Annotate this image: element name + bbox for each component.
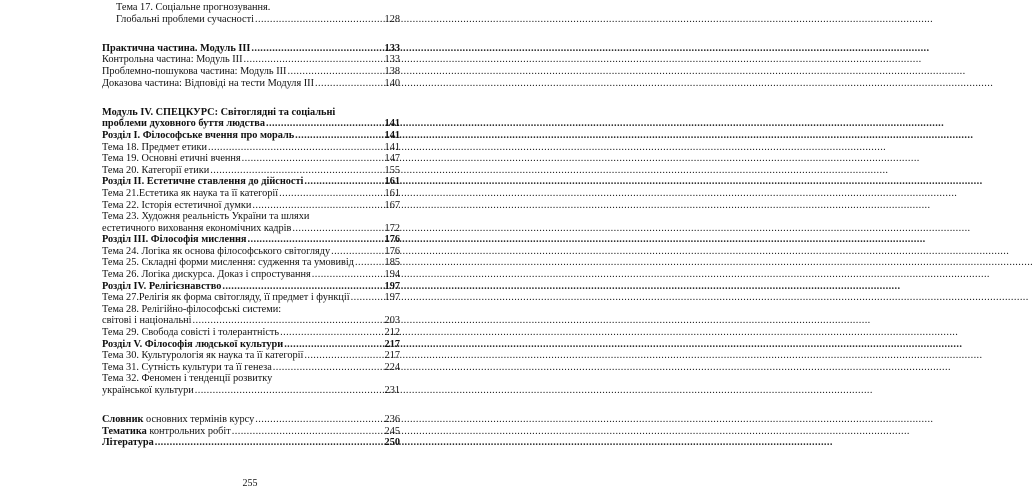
toc-leader-dots bbox=[266, 118, 381, 130]
toc-page-number: 203 bbox=[384, 315, 400, 327]
toc-leader-dots bbox=[252, 200, 381, 212]
toc-page-number: 141 bbox=[384, 129, 400, 141]
toc-entry-title-bold: Тематика bbox=[102, 425, 147, 437]
toc-page-number: 176 bbox=[384, 234, 400, 246]
toc-entry-topic-21 bbox=[102, 188, 400, 200]
toc-leader-dots bbox=[284, 339, 381, 351]
toc-leader-dots bbox=[255, 14, 381, 26]
toc-page-number: 147 bbox=[384, 153, 400, 165]
toc-entry-title: Розділ IV. Релігієзнавство bbox=[102, 280, 222, 292]
toc-page-number: 212 bbox=[384, 327, 400, 339]
toc-entry-topic-17 bbox=[102, 2, 400, 14]
toc-entry-title: Практична частина. Модуль III bbox=[102, 42, 251, 54]
toc-entry-section-4 bbox=[102, 281, 400, 293]
toc-module-4-heading: Модуль IV. СПЕЦКУРС: Світоглядні та соціальні bbox=[102, 106, 336, 118]
toc-entry-title: Тема 31. Сутність культури та її генеза bbox=[102, 361, 272, 373]
toc-leader-dots bbox=[242, 153, 381, 165]
toc-entry-title: Тема 24. Логіка як основа філософського світогляду bbox=[102, 245, 331, 257]
toc-page-number: 224 bbox=[384, 361, 400, 373]
toc-page-number: 250 bbox=[384, 437, 400, 449]
toc-entry-section-1 bbox=[102, 130, 400, 142]
toc-entry-title: Тема 19. Основні етичні вчення bbox=[102, 153, 241, 165]
toc-leader-dots bbox=[351, 292, 381, 304]
toc-page-number: 141 bbox=[384, 118, 400, 130]
toc-entry-practical-part bbox=[102, 43, 400, 55]
toc-entry-literature bbox=[102, 437, 400, 449]
toc-entry-title: Контрольна частина: Модуль III bbox=[102, 54, 243, 66]
toc-entry-title: Тема 22. Історія естетичної думки bbox=[102, 199, 252, 211]
toc-entry-title bbox=[102, 426, 231, 438]
toc-leader-dots bbox=[331, 246, 381, 258]
toc-page-number: 161 bbox=[384, 176, 400, 188]
toc-page-number: 155 bbox=[384, 164, 400, 176]
toc-entry-topic-25 bbox=[102, 257, 400, 269]
toc-page-number: 231 bbox=[384, 385, 400, 396]
toc-entry-title: Тема 20. Категорії етики bbox=[102, 164, 210, 176]
toc-page bbox=[0, 0, 500, 500]
toc-entry-title: проблеми духовного буття людства bbox=[102, 118, 265, 130]
toc-entry-title: Розділ ІІІ. Філософія мислення bbox=[102, 234, 247, 246]
toc-leader-dots bbox=[244, 54, 381, 66]
toc-entry-topic-32 bbox=[102, 385, 400, 397]
toc-leader-dots bbox=[255, 414, 381, 426]
toc-page-number: 141 bbox=[384, 141, 400, 153]
toc-entry-topic-27 bbox=[102, 292, 400, 304]
toc-entry-topic-19 bbox=[102, 153, 400, 165]
toc-entry-global-problems bbox=[102, 14, 400, 26]
toc-page-number: 245 bbox=[384, 425, 400, 437]
toc-entry-module-4 bbox=[102, 118, 400, 130]
toc-entry-title-bold: Словник bbox=[102, 414, 144, 426]
toc-entry-topic-30 bbox=[102, 350, 400, 362]
toc-entry-topics bbox=[102, 426, 400, 438]
toc-leader-dots bbox=[304, 176, 381, 188]
toc-entry-title: Тема 18. Предмет етики bbox=[102, 141, 208, 153]
toc-leader-dots bbox=[312, 269, 381, 281]
toc-entry-topic-24 bbox=[102, 246, 400, 258]
toc-page-number: 138 bbox=[384, 65, 400, 77]
toc-page-number: 140 bbox=[384, 77, 400, 89]
toc-page-number: 217 bbox=[384, 350, 400, 362]
toc-page-number: 172 bbox=[384, 222, 400, 234]
toc-leader-dots bbox=[279, 188, 381, 200]
toc-entry-topic-31 bbox=[102, 362, 400, 374]
toc-entry-section-3 bbox=[102, 234, 400, 246]
toc-entry-title: Проблемно-пошукова частина: Модуль III bbox=[102, 65, 287, 77]
toc-leader-dots bbox=[295, 130, 381, 142]
toc-entry-title-rest: основних термінів курсу bbox=[143, 414, 255, 426]
toc-entry-title: Розділ V. Філософія людської культури bbox=[102, 338, 284, 350]
toc-leader-dots bbox=[208, 142, 381, 154]
toc-entry-section-5 bbox=[102, 339, 400, 351]
toc-entry-title: Тема 27.Релігія як форма світогляду, її предмет і функції bbox=[102, 292, 350, 304]
toc-page-number: 197 bbox=[384, 292, 400, 304]
toc-page-number: 176 bbox=[384, 245, 400, 257]
toc-entry-title: Тема 25. Складні форми мислення: судження та умовивід bbox=[102, 257, 355, 269]
toc-entry-title: Тема 21.Естетика як наука та її категорії bbox=[102, 187, 279, 199]
toc-leader-dots bbox=[273, 362, 381, 374]
toc-entry-control-part bbox=[102, 54, 400, 66]
table-of-contents bbox=[102, 2, 400, 449]
toc-entry-title: Доказова частина: Відповіді на тести Модуля III bbox=[102, 77, 315, 89]
toc-entry-topic-22 bbox=[102, 200, 400, 212]
toc-entry-title bbox=[102, 414, 254, 426]
toc-entry-topic-26 bbox=[102, 269, 400, 281]
toc-entry-title: Глобальні проблеми сучасності bbox=[116, 13, 254, 25]
toc-entry-title: Література bbox=[102, 437, 154, 449]
toc-entry-topic-20 bbox=[102, 165, 400, 177]
toc-page-number: 167 bbox=[384, 199, 400, 211]
toc-leader-dots bbox=[315, 78, 381, 90]
toc-leader-dots bbox=[248, 234, 381, 246]
toc-leader-dots bbox=[232, 426, 381, 438]
toc-entry-proof-part bbox=[102, 78, 400, 90]
toc-entry-topic-29 bbox=[102, 327, 400, 339]
toc-leader-dots bbox=[280, 327, 381, 339]
toc-page-number: 217 bbox=[384, 338, 400, 350]
toc-entry-title: Тема 26. Логіка дискурса. Доказ і спростування bbox=[102, 269, 311, 281]
toc-entry-title-rest: контрольних робіт bbox=[146, 425, 231, 437]
toc-topic-32-first-line: Тема 32. Феномен і тенденції розвитку bbox=[102, 373, 273, 385]
toc-entry-topic-23 bbox=[102, 223, 400, 235]
toc-page-number: 133 bbox=[384, 42, 400, 54]
toc-leader-dots bbox=[222, 281, 381, 293]
toc-entry-title: Розділ І. Філософське вчення про мораль bbox=[102, 129, 295, 141]
toc-entry-problem-part bbox=[102, 66, 400, 78]
toc-leader-dots bbox=[155, 437, 381, 449]
toc-entry-topic-28 bbox=[102, 315, 400, 327]
toc-entry-title: естетичного виховання економічних кадрів bbox=[102, 222, 292, 234]
toc-leader-dots bbox=[304, 350, 381, 362]
toc-topic-28-first-line: Тема 28. Релігійно-філософські системи: bbox=[102, 303, 282, 315]
toc-entry-glossary bbox=[102, 414, 400, 426]
toc-page-number: 236 bbox=[384, 414, 400, 426]
toc-entry-title: Тема 17. Соціальне прогнозування. bbox=[116, 2, 271, 13]
toc-entry-topic-18 bbox=[102, 142, 400, 154]
toc-leader-dots bbox=[195, 385, 381, 397]
toc-page-number: 197 bbox=[384, 280, 400, 292]
toc-page-number: 194 bbox=[384, 269, 400, 281]
toc-entry-title: української культури bbox=[102, 385, 194, 396]
toc-entry-title: Тема 30. Культурологія як наука та її категорії bbox=[102, 350, 304, 362]
toc-leader-dots bbox=[292, 223, 381, 235]
toc-page-number: 161 bbox=[384, 187, 400, 199]
toc-entry-section-2 bbox=[102, 176, 400, 188]
toc-page-number: 185 bbox=[384, 257, 400, 269]
toc-page-number: 128 bbox=[384, 13, 400, 25]
toc-leader-dots bbox=[193, 315, 381, 327]
toc-leader-dots bbox=[355, 257, 381, 269]
toc-leader-dots bbox=[288, 66, 382, 78]
toc-entry-title: Тема 29. Свобода совісті і толерантність bbox=[102, 327, 280, 339]
toc-entry-title: світові і національні bbox=[102, 315, 192, 327]
toc-entry-title: Розділ ІІ. Естетичне ставлення до дійсності bbox=[102, 176, 304, 188]
toc-leader-dots bbox=[210, 165, 381, 177]
page-number: 255 bbox=[242, 478, 258, 489]
toc-topic-23-first-line: Тема 23. Художня реальність України та шляхи bbox=[102, 211, 310, 223]
toc-page-number: 133 bbox=[384, 54, 400, 66]
toc-leader-dots bbox=[251, 43, 381, 55]
